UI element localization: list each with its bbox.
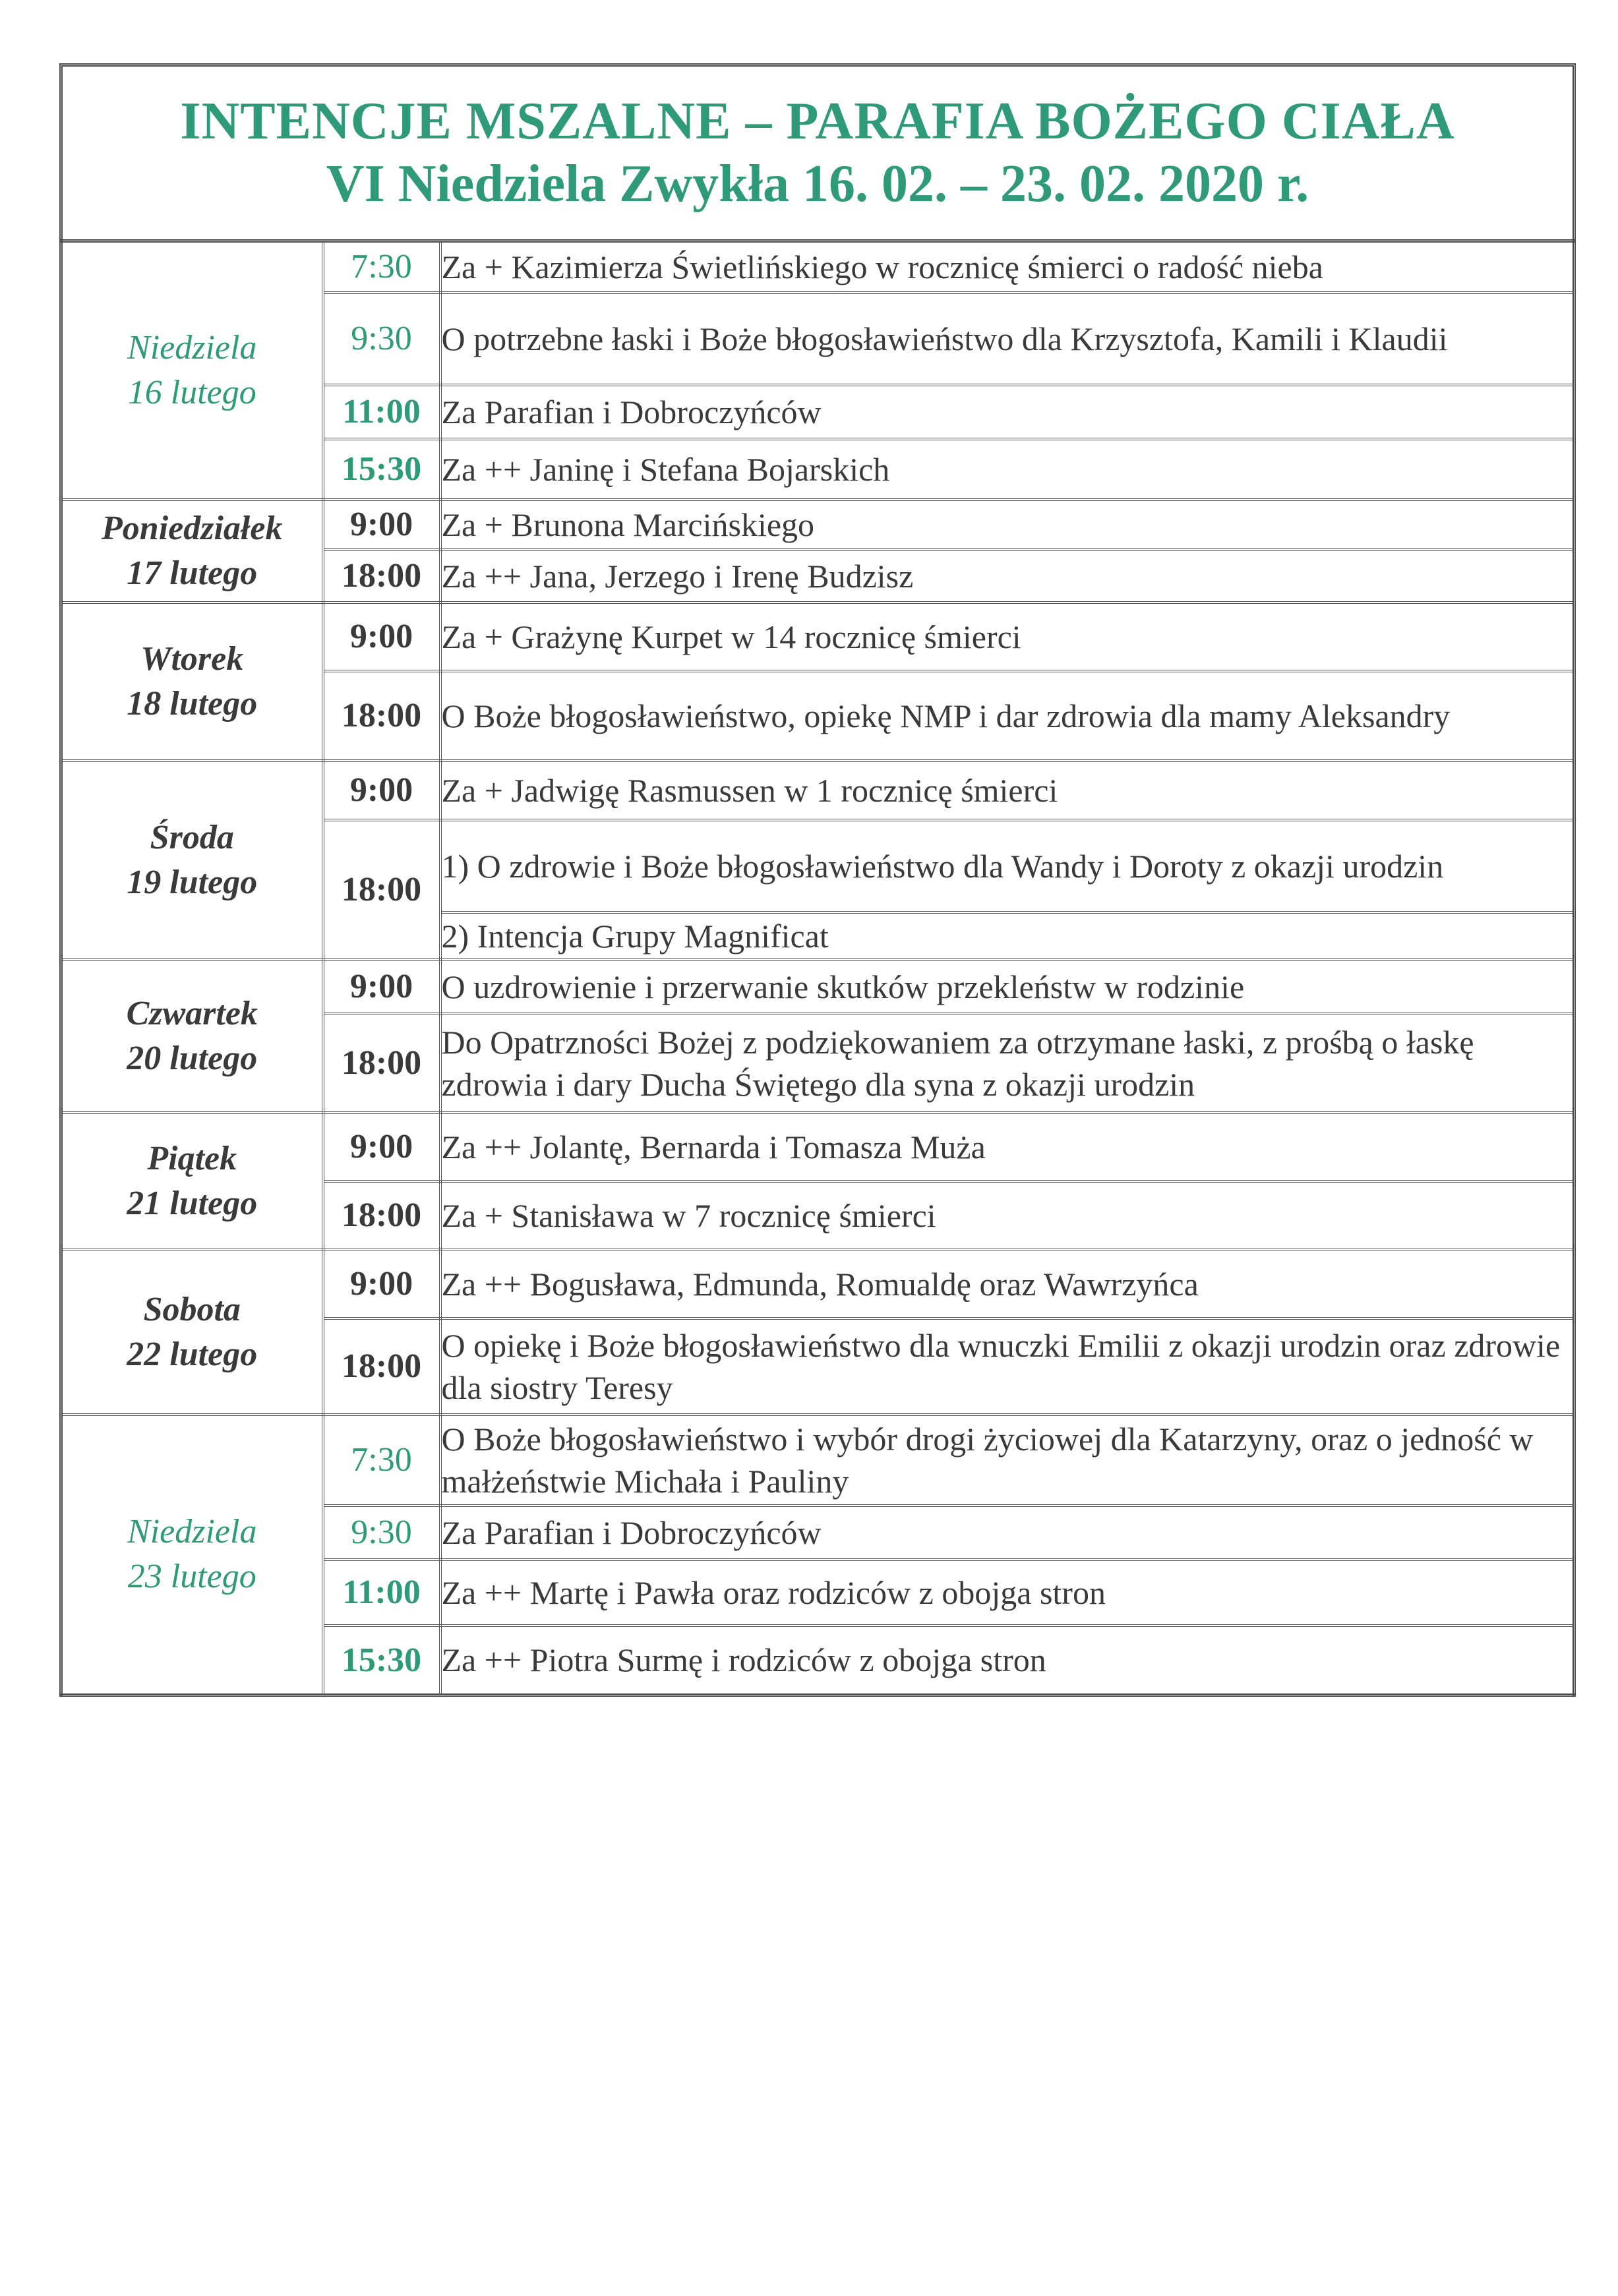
table-row <box>61 500 1574 550</box>
mass-time: 15:30 <box>323 1626 440 1695</box>
mass-time: 18:00 <box>323 1014 440 1113</box>
mass-intention: Za + Brunona Marcińskiego <box>440 500 1574 550</box>
mass-time: 18:00 <box>323 1181 440 1250</box>
table-row <box>61 960 1574 1014</box>
page-subtitle: VI Niedziela Zwykła 16. 02. – 23. 02. 2020 r. <box>326 155 1309 213</box>
mass-time: 9:00 <box>323 500 440 550</box>
table-row <box>61 1250 1574 1318</box>
table-row <box>61 603 1574 671</box>
mass-time: 18:00 <box>323 550 440 603</box>
mass-intention: O potrzebne łaski i Boże błogosławieństwo dla Krzysztofa, Kamili i Klaudii <box>440 293 1574 385</box>
mass-intention: O Boże błogosławieństwo, opiekę NMP i dar zdrowia dla mamy Aleksandry <box>440 671 1574 761</box>
mass-intention: Za ++ Martę i Pawła oraz rodziców z obojga stron <box>440 1560 1574 1626</box>
table-row <box>61 761 1574 820</box>
table-row <box>61 1415 1574 1506</box>
mass-intention: Za Parafian i Dobroczyńców <box>440 385 1574 439</box>
day-name: Sobota <box>143 1290 241 1328</box>
mass-intention: Za + Jadwigę Rasmussen w 1 rocznicę śmierci <box>440 761 1574 820</box>
mass-time: 9:00 <box>323 1113 440 1181</box>
mass-intention: Za Parafian i Dobroczyńców <box>440 1506 1574 1560</box>
day-cell <box>61 1415 323 1695</box>
mass-time: 9:30 <box>323 1506 440 1560</box>
mass-time: 9:00 <box>323 1250 440 1318</box>
day-cell <box>61 1113 323 1250</box>
day-name: Wtorek <box>140 639 244 678</box>
day-date: 17 lutego <box>127 554 258 592</box>
day-name: Środa <box>150 818 234 856</box>
day-date: 21 lutego <box>127 1184 258 1222</box>
schedule-sheet <box>59 63 1576 1697</box>
day-date: 20 lutego <box>127 1039 258 1077</box>
mass-intention: Za + Stanisława w 7 rocznicę śmierci <box>440 1181 1574 1250</box>
day-name: Czwartek <box>126 994 258 1032</box>
day-name: Niedziela <box>127 1513 257 1551</box>
day-cell <box>61 241 323 500</box>
table-row <box>61 241 1574 293</box>
day-date: 16 lutego <box>127 373 256 411</box>
table-row <box>61 1113 1574 1181</box>
mass-intention: 2) Intencja Grupy Magnificat <box>440 912 1574 960</box>
day-date: 19 lutego <box>127 863 258 901</box>
day-cell <box>61 603 323 761</box>
mass-time: 9:30 <box>323 293 440 385</box>
mass-time: 15:30 <box>323 439 440 500</box>
mass-time: 18:00 <box>323 671 440 761</box>
day-cell <box>61 960 323 1113</box>
mass-intention: Za + Grażynę Kurpet w 14 rocznicę śmierci <box>440 603 1574 671</box>
day-cell <box>61 1250 323 1415</box>
day-cell <box>61 761 323 960</box>
day-name: Niedziela <box>127 328 257 367</box>
mass-time: 18:00 <box>323 1318 440 1415</box>
mass-time: 11:00 <box>323 385 440 439</box>
day-name: Poniedziałek <box>102 509 283 547</box>
mass-time: 9:00 <box>323 761 440 820</box>
day-date: 18 lutego <box>127 684 258 722</box>
mass-intention: Do Opatrzności Bożej z podziękowaniem za otrzymane łaski, z prośbą o łaskę zdrowia i dary Ducha Świętego dla syna z okazji urodzin <box>440 1014 1574 1113</box>
day-cell <box>61 500 323 603</box>
mass-intention: O uzdrowienie i przerwanie skutków przekleństw w rodzinie <box>440 960 1574 1014</box>
mass-intention: O Boże błogosławieństwo i wybór drogi życiowej dla Katarzyny, oraz o jedność w małżeństwie Michała i Pauliny <box>440 1415 1574 1506</box>
day-date: 22 lutego <box>127 1335 258 1373</box>
mass-intention: O opiekę i Boże błogosławieństwo dla wnuczki Emilii z okazji urodzin oraz zdrowie dla siostry Teresy <box>440 1318 1574 1415</box>
mass-intention: Za ++ Janinę i Stefana Bojarskich <box>440 439 1574 500</box>
mass-intention: Za ++ Jana, Jerzego i Irenę Budzisz <box>440 550 1574 603</box>
day-name: Piątek <box>147 1139 237 1177</box>
mass-intentions-table <box>59 239 1576 1697</box>
mass-time: 9:00 <box>323 960 440 1014</box>
day-date: 23 lutego <box>127 1558 256 1596</box>
mass-intention: Za ++ Bogusława, Edmunda, Romualdę oraz Wawrzyńca <box>440 1250 1574 1318</box>
mass-time: 18:00 <box>323 820 440 960</box>
mass-intention: 1) O zdrowie i Boże błogosławieństwo dla Wandy i Doroty z okazji urodzin <box>440 820 1574 912</box>
mass-time: 11:00 <box>323 1560 440 1626</box>
mass-intention: Za ++ Piotra Surmę i rodziców z obojga stron <box>440 1626 1574 1695</box>
header-box <box>59 63 1576 239</box>
mass-time: 7:30 <box>323 241 440 293</box>
mass-intention: Za ++ Jolantę, Bernarda i Tomasza Muża <box>440 1113 1574 1181</box>
mass-time: 7:30 <box>323 1415 440 1506</box>
page-title: INTENCJE MSZALNE – PARAFIA BOŻEGO CIAŁA <box>180 92 1455 150</box>
mass-time: 9:00 <box>323 603 440 671</box>
mass-intention: Za + Kazimierza Świetlińskiego w rocznicę śmierci o radość nieba <box>440 241 1574 293</box>
